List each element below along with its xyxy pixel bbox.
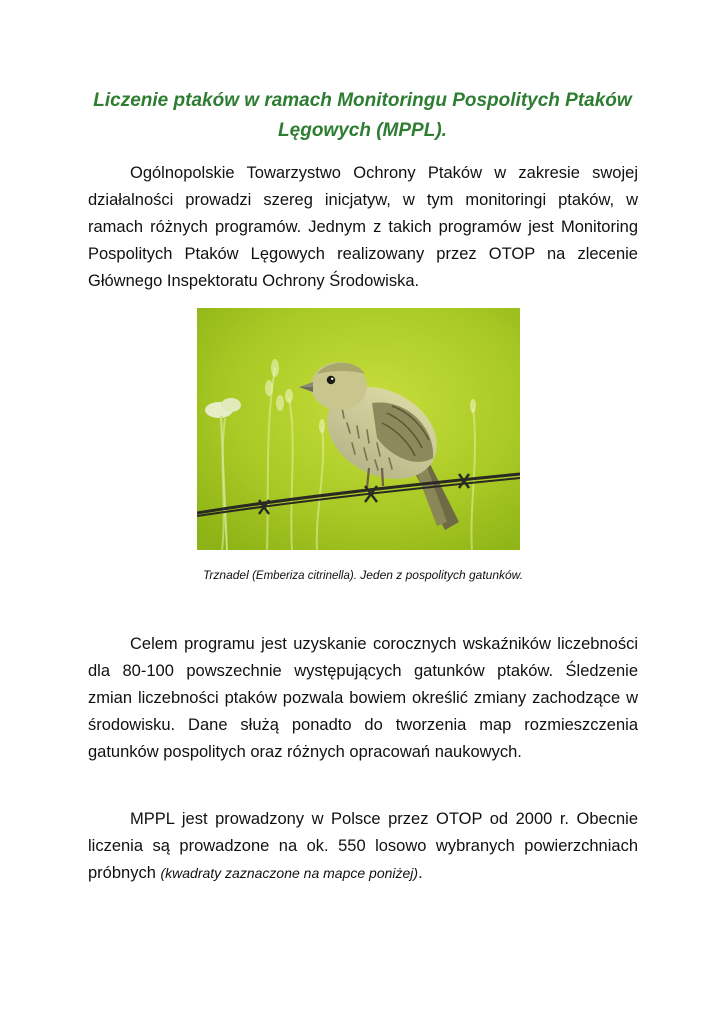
bird-photo	[197, 308, 520, 550]
intro-paragraph-text: Ogólnopolskie Towarzystwo Ochrony Ptaków w zakresie swojej działalności prowadzi szereg inicjatyw, w tym monitoringi ptaków, w ramach różnych programów. Jednym z takich programów jest Monitoring Pospolitych Ptaków Lęgowych realizowany przez OTOP na zlecenie Głównego Inspektoratu Ochrony Środowiska.	[88, 164, 638, 290]
photo-caption	[88, 567, 638, 584]
intro-paragraph	[88, 160, 638, 295]
program-history-paragraph-text: MPPL jest prowadzony w Polsce przez OTOP od 2000 r. Obecnie liczenia są prowadzone na ok. 550 losowo wybranych powierzchniach próbnych	[88, 810, 638, 882]
caption-common-name: Trznadel	[202, 568, 249, 582]
map-reference-note: (kwadraty zaznaczone na mapce poniżej)	[160, 865, 419, 881]
caption-description: Jeden z pospolitych gatunków.	[360, 568, 524, 582]
yellowhammer-illustration	[197, 308, 520, 550]
program-history-paragraph	[88, 806, 638, 887]
paragraph-end-punctuation: .	[418, 864, 423, 882]
program-goal-paragraph-text: Celem programu jest uzyskanie corocznych wskaźników liczebności dla 80-100 powszechnie występujących gatunków ptaków. Śledzenie zmian liczebności ptaków pozwala bowiem określić zmiany zachodzące w środowisku. Dane służą ponadto do tworzenia map rozmieszczenia gatunków pospolitych oraz różnych opracowań naukowych.	[88, 635, 638, 761]
program-goal-paragraph	[88, 631, 638, 766]
document-title: Liczenie ptaków w ramach Monitoringu Pospolitych Ptaków Lęgowych (MPPL).	[93, 90, 632, 141]
caption-latin-name: (Emberiza citrinella).	[252, 570, 357, 582]
